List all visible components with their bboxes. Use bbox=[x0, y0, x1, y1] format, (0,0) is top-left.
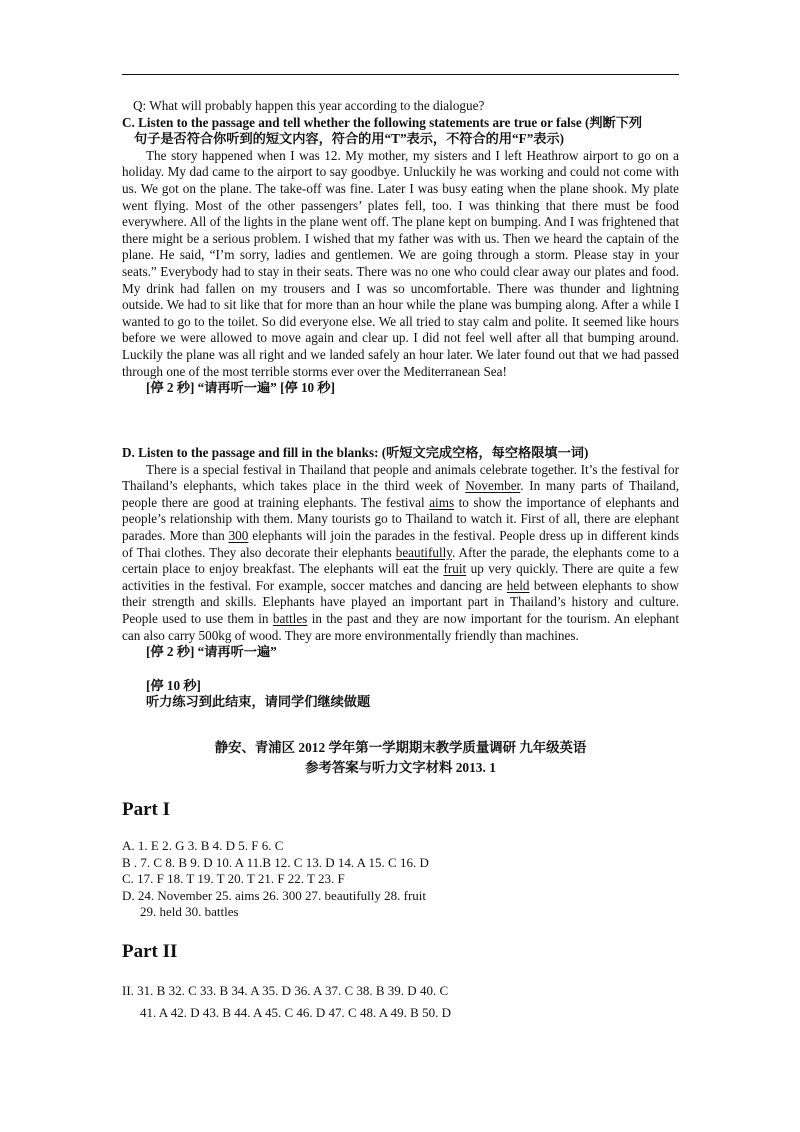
answer-key-title bbox=[122, 738, 679, 778]
part-2-title: Part II bbox=[122, 941, 178, 962]
answer-key-title-line1: 静安、青浦区 2012 学年第一学期期末教学质量调研 九年级英语 bbox=[214, 740, 587, 755]
blank-word: beautifully bbox=[395, 544, 453, 560]
section-d-pause: [停 2 秒] “请再听一遍” bbox=[146, 644, 277, 660]
passage-text: to show the importance of elephants and people’s relationship with them. Many tourists go to Thailand to watch it. First of all, there are elephant parades. More than bbox=[122, 494, 679, 543]
answer-line: C. 17. F 18. T 19. T 20. T 21. F 22. T 23. F bbox=[122, 871, 345, 887]
passage-text: in the past and they are now important for the tourism. An elephant can also carry 500kg of wood. They are more environmentally friendly than machines. bbox=[122, 610, 679, 643]
passage-text: up very quickly. There are quite a few activities in the festival. For example, soccer matches and dancing are bbox=[122, 561, 679, 593]
top-rule bbox=[122, 74, 679, 75]
blank-word: battles bbox=[272, 610, 308, 626]
question-line: Q: What will probably happen this year according to the dialogue? bbox=[133, 98, 485, 113]
passage-text: between elephants to show their strength and skills. Elephants have played an important part in Thailand’s history and culture. People used to use them in bbox=[122, 577, 679, 626]
blank-word: 300 bbox=[228, 527, 249, 543]
section-c-pause: [停 2 秒] “请再听一遍” [停 10 秒] bbox=[146, 380, 336, 396]
blank-word: fruit bbox=[443, 561, 467, 577]
answer-line: B . 7. C 8. B 9. D 10. A 11.B 12. C 13. D 14. A 15. C 16. D bbox=[122, 854, 429, 870]
passage-text: elephants will join the parades in the festival. People dress up in different kinds of Thai clothes. They also decorate their elephants bbox=[122, 527, 679, 560]
section-c-heading-cont: 句子是否符合你听到的短文内容，符合的用“T”表示，不符合的用“F”表示) bbox=[134, 131, 565, 147]
section-d-passage bbox=[122, 462, 679, 645]
answer-key-title-line2: 参考答案与听力文字材料 2013. 1 bbox=[305, 760, 496, 775]
listening-end-note: 听力练习到此结束，请同学们继续做题 bbox=[146, 694, 371, 710]
passage-text: . In many parts of Thailand, people there are good at training elephants. The festival bbox=[122, 478, 679, 510]
section-d bbox=[122, 445, 679, 711]
answer-line: 41. A 42. D 43. B 44. A 45. C 46. D 47. C 48. A 49. B 50. D bbox=[140, 1005, 451, 1020]
section-d-pause-2: [停 10 秒] bbox=[146, 677, 201, 693]
blank-word: November bbox=[465, 478, 521, 494]
answer-line: 29. held 30. battles bbox=[140, 904, 239, 920]
section-c-passage: The story happened when I was 12. My mother, my sisters and I left Heathrow airport to go on a holiday. My dad came to the airport to say goodbye. Unluckily he was working and could not come with us. We got on the plane. The take-off was fine. Later I was busy eating when the plane shook. My plate went flying. Most of the other passengers’ plates fell, too. I was thinking that there must be food everywhere. All of the lights in the plane went off. The plane kept on bumping. And I was frightened that there might be a serious problem. I wished that my father was with us. Then we heard the captain of the plane. He said, “I’m sorry, ladies and gentlemen. We are going through a storm. Please stay in your seats.” Everybody had to stay in their seats. There was no one who could clear away our plates and food. My drink had fallen on my trousers and I was so uncomfortable. There was thunder and lightning outside. We had to sit like that for more than an hour while the plane was bumping along. After a while I wanted to go to the toilet. So did everyone else. We all tried to stay calm and polite. It seemed like hours before we were allowed to move again and clear up. I did not feel well after all that bumping around. Luckily the plane was all right and we landed safely an hour later. We later found out that we had passed through one of the most terrible storms ever over the Mediterranean Sea! bbox=[122, 147, 679, 379]
answer-line: A. 1. E 2. G 3. B 4. D 5. F 6. C bbox=[122, 838, 284, 853]
part-2-answers bbox=[122, 980, 679, 1024]
blank-word: aims bbox=[429, 494, 455, 510]
section-c bbox=[122, 98, 679, 397]
answer-line: II. 31. B 32. C 33. B 34. A 35. D 36. A 37. C 38. B 39. D 40. C bbox=[122, 983, 449, 998]
part-1-title: Part I bbox=[122, 799, 171, 820]
passage-text: . After the parade, the elephants come to a certain place to enjoy breakfast. The elephants will eat the bbox=[122, 544, 679, 577]
blank-word: held bbox=[506, 577, 530, 593]
answer-line: D. 24. November 25. aims 26. 300 27. beautifully 28. fruit bbox=[122, 887, 427, 903]
passage-text: There is a special festival in Thailand that people and animals celebrate together. It’s the festival for Thailand’s elephants, which takes place in the third week of bbox=[122, 461, 679, 494]
section-c-heading: C. Listen to the passage and tell whether the following statements are true or false (判断下列 bbox=[122, 114, 643, 130]
part-1-answers bbox=[122, 838, 679, 921]
section-d-heading: D. Listen to the passage and fill in the blanks: (听短文完成空格，每空格限填一词) bbox=[122, 445, 589, 460]
